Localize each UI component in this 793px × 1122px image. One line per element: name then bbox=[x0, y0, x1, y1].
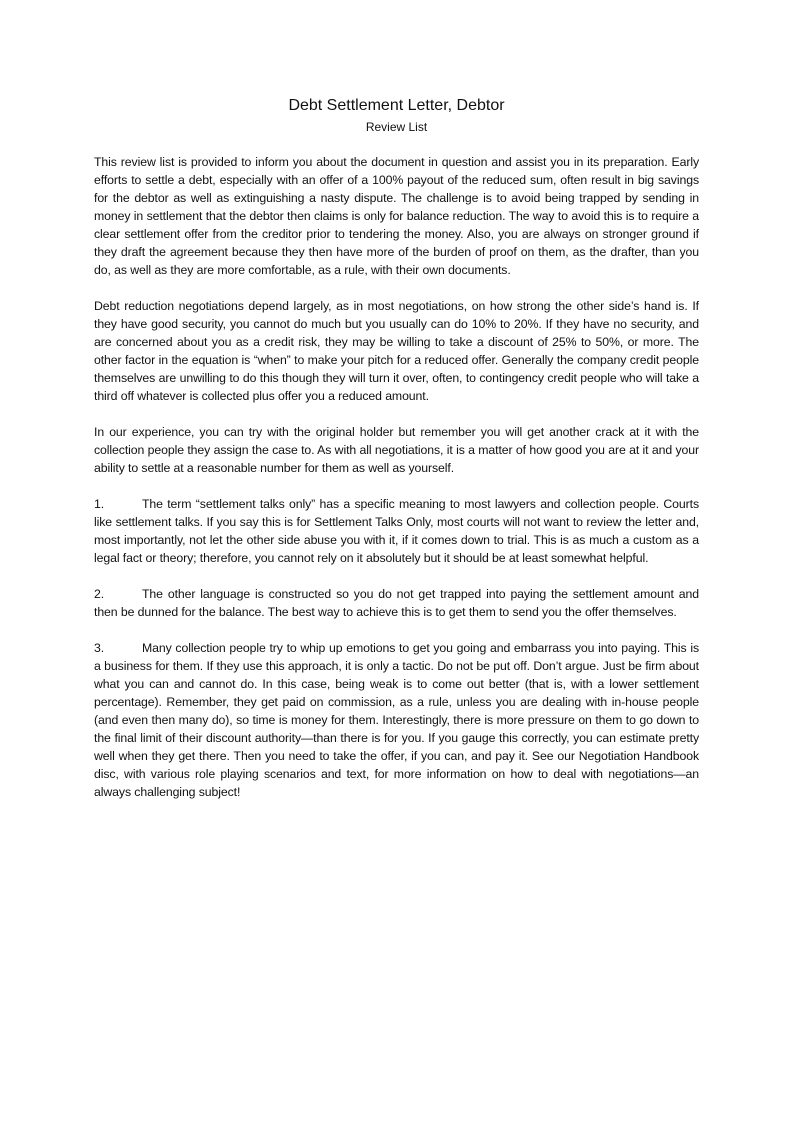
negotiation-paragraph: Debt reduction negotiations depend largely, as in most negotiations, on how strong the other side’s hand is. If they have good security, you cannot do much but you usually can do 10% to 20%. If they have no security, and are concerned about you as a credit risk, they may be willing to take a discount of 25% to 50%, or more. The other factor in the equation is “when” to make your pitch for a reduced offer. Generally the company credit people themselves are unwilling to do this though they will turn it over, often, to contingency credit people who will take a third off whatever is collected plus offer you a reduced amount. bbox=[94, 299, 699, 403]
document-subtitle: Review List bbox=[365, 120, 428, 134]
experience-paragraph: In our experience, you can try with the original holder but remember you will get another crack at it with the collection people they assign the case to. As with all negotiations, it is a matter of how good you are at it and your ability to settle at a reasonable number for them as well as yourself. bbox=[94, 425, 699, 475]
item-number: 1. bbox=[94, 497, 105, 511]
item-text: The other language is constructed so you do not get trapped into paying the settlement amount and then be dunned for the balance. The best way to achieve this is to get them to send you the offer themselves. bbox=[94, 587, 699, 619]
document-page bbox=[94, 96, 699, 819]
numbered-item bbox=[94, 585, 699, 621]
numbered-item bbox=[94, 495, 699, 567]
numbered-item bbox=[94, 639, 699, 801]
document-body bbox=[94, 153, 699, 801]
intro-paragraph: This review list is provided to inform you about the document in question and assist you in its preparation. Early efforts to settle a debt, especially with an offer of a 100% payout of the reduced sum, often result in big savings for the debtor as well as extinguishing a nasty dispute. The challenge is to avoid being trapped by sending in money in settlement that the debtor then claims is only for balance reduction. The way to avoid this is to require a clear settlement offer from the creditor prior to tendering the money. Also, you are always on stronger ground if they draft the agreement because they then have more of the burden of proof on them, as the drafter, than you do, as well as they are more comfortable, as a rule, with their own documents. bbox=[94, 155, 699, 277]
document-title: Debt Settlement Letter, Debtor bbox=[288, 97, 505, 114]
item-number: 3. bbox=[94, 641, 105, 655]
item-text: Many collection people try to whip up emotions to get you going and embarrass you into paying. This is a business for them. If they use this approach, it is only a tactic. Do not be put off. Don’t argue. Just be firm about what you can and cannot do. In this case, being weak is to come out better (that is, with a lower settlement percentage). Remember, they get paid on commission, as a rule, unless you are dealing with in-house people (and even then many do), so time is money for them. Interestingly, there is more pressure on them to go down to the final limit of their discount authority—than there is for you. If you gauge this correctly, you can estimate pretty well when they get there. Then you need to take the offer, if you can, and pay it. See our Negotiation Handbook disc, with various role playing scenarios and text, for more information on how to deal with negotiations—an always challenging subject! bbox=[94, 641, 699, 799]
item-number: 2. bbox=[94, 587, 105, 601]
item-text: The term “settlement talks only” has a specific meaning to most lawyers and collection people. Courts like settlement talks. If you say this is for Settlement Talks Only, most courts will not want to review the letter and, most importantly, not let the other side abuse you with it, if it comes down to trial. This is as much a custom as a legal fact or theory; therefore, you cannot rely on it absolutely but it should be at least somewhat helpful. bbox=[94, 497, 699, 565]
